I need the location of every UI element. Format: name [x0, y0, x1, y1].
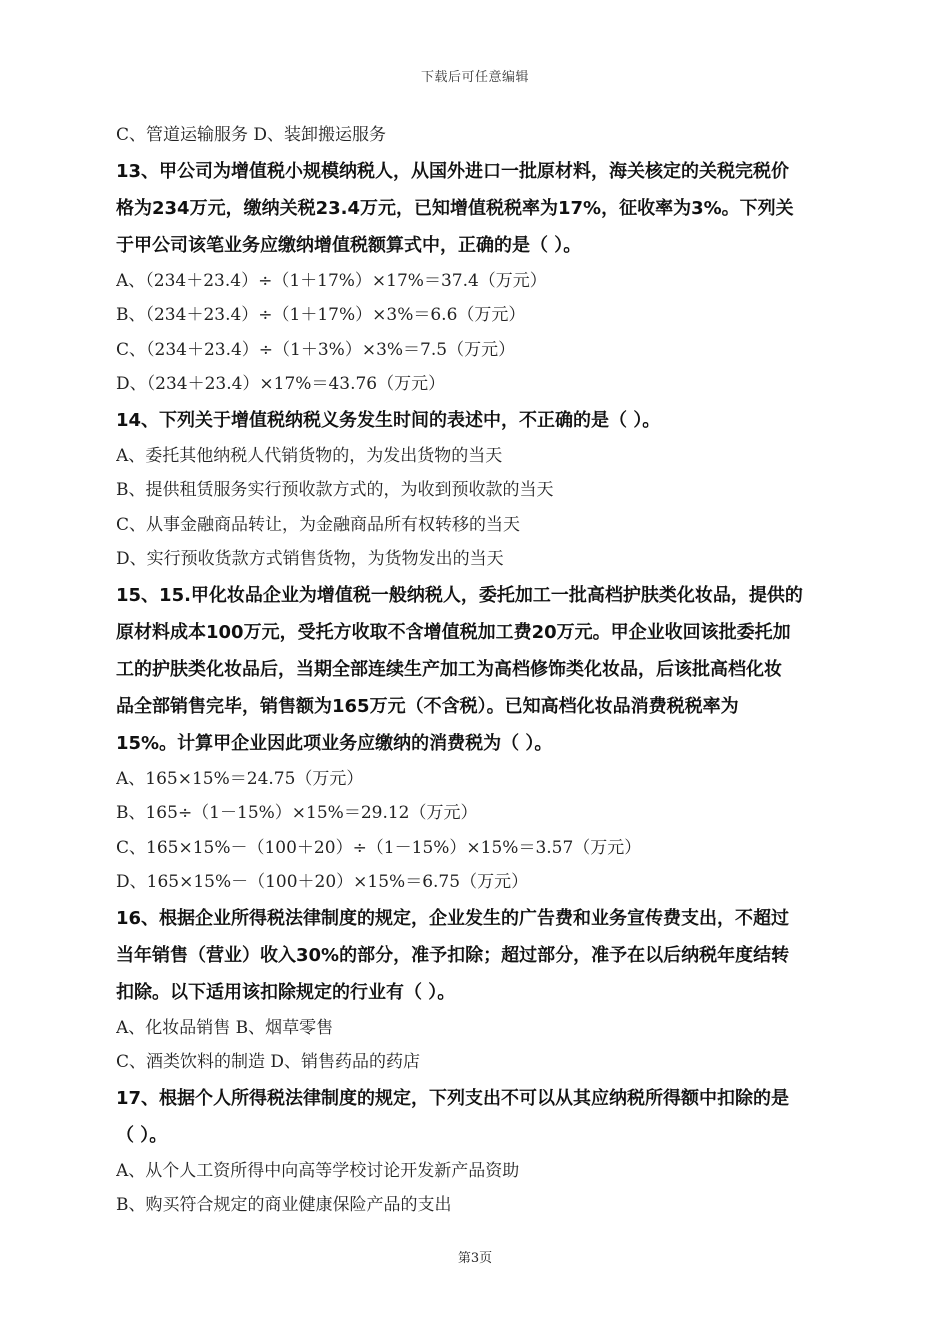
answer-option-line: D、165×15%－（100＋20）×15%＝6.75（万元） — [116, 872, 529, 892]
answer-option-line: D、实行预收货款方式销售货物，为货物发出的当天 — [116, 549, 504, 569]
answer-option-line: B、165÷（1－15%）×15%＝29.12（万元） — [116, 803, 478, 823]
page-header: 下载后可任意编辑 — [420, 70, 529, 85]
answer-option-line: A、（234＋23.4）÷（1＋17%）×17%＝37.4（万元） — [116, 270, 547, 291]
answer-option-line: C、165×15%－（100＋20）÷（1－15%）×15%＝3.57（万元） — [116, 837, 642, 858]
answer-option-line: B、购买符合规定的商业健康保险产品的支出 — [116, 1195, 452, 1215]
question-text-line: 13、甲公司为增值税小规模纳税人，从国外进口一批原材料，海关核定的关税完税价 — [116, 160, 790, 182]
answer-option-line: B、提供租赁服务实行预收款方式的，为收到预收款的当天 — [116, 480, 554, 500]
question-text-line: 扣除。以下适用该扣除规定的行业有（ ）。 — [116, 981, 456, 1003]
question-text-line: 于甲公司该笔业务应缴纳增值税额算式中，正确的是（ ）。 — [116, 234, 582, 256]
question-text-line: （ ）。 — [116, 1124, 168, 1146]
question-text-line: 格为234万元，缴纳关税23.4万元，已知增值税税率为17%，征收率为3%。下列关 — [116, 197, 794, 219]
answer-option-line: C、从事金融商品转让，为金融商品所有权转移的当天 — [116, 514, 521, 535]
answer-option-line: A、165×15%＝24.75（万元） — [116, 768, 364, 789]
question-text-line: 品全部销售完毕，销售额为165万元（不含税）。已知高档化妆品消费税税率为 — [116, 695, 739, 717]
answer-option-line: A、从个人工资所得中向高等学校讨论开发新产品资助 — [116, 1160, 520, 1181]
answer-option-line: A、化妆品销售 B、烟草零售 — [116, 1017, 334, 1038]
page-number: 第3页 — [457, 1251, 493, 1266]
answer-option-line: A、委托其他纳税人代销货物的，为发出货物的当天 — [116, 445, 503, 466]
question-text-line: 15%。计算甲企业因此项业务应缴纳的消费税为（ ）。 — [116, 732, 553, 754]
answer-option-line: C、酒类饮料的制造 D、销售药品的药店 — [116, 1052, 421, 1072]
document-body — [116, 118, 836, 1223]
question-text-line: 14、下列关于增值税纳税义务发生时间的表述中，不正确的是（ ）。 — [116, 409, 661, 431]
question-text-line: 当年销售（营业）收入30%的部分，准予扣除；超过部分，准予在以后纳税年度结转 — [116, 944, 790, 966]
question-text-line: 16、根据企业所得税法律制度的规定，企业发生的广告费和业务宣传费支出，不超过 — [116, 907, 790, 929]
answer-option-line: D、（234＋23.4）×17%＝43.76（万元） — [116, 374, 446, 394]
answer-option-line: C、（234＋23.4）÷（1＋3%）×3%＝7.5（万元） — [116, 339, 516, 360]
answer-option-line: B、（234＋23.4）÷（1＋17%）×3%＝6.6（万元） — [116, 305, 526, 325]
question-text-line: 原材料成本100万元，受托方收取不含增值税加工费20万元。甲企业收回该批委托加 — [116, 621, 791, 643]
answer-option-line: C、管道运输服务 D、装卸搬运服务 — [116, 125, 387, 145]
question-text-line: 17、根据个人所得税法律制度的规定，下列支出不可以从其应纳税所得额中扣除的是 — [116, 1087, 790, 1109]
question-text-line: 工的护肤类化妆品后，当期全部连续生产加工为高档修饰类化妆品，后该批高档化妆 — [116, 658, 782, 680]
question-text-line: 15、15.甲化妆品企业为增值税一般纳税人，委托加工一批高档护肤类化妆品，提供的 — [116, 584, 803, 606]
